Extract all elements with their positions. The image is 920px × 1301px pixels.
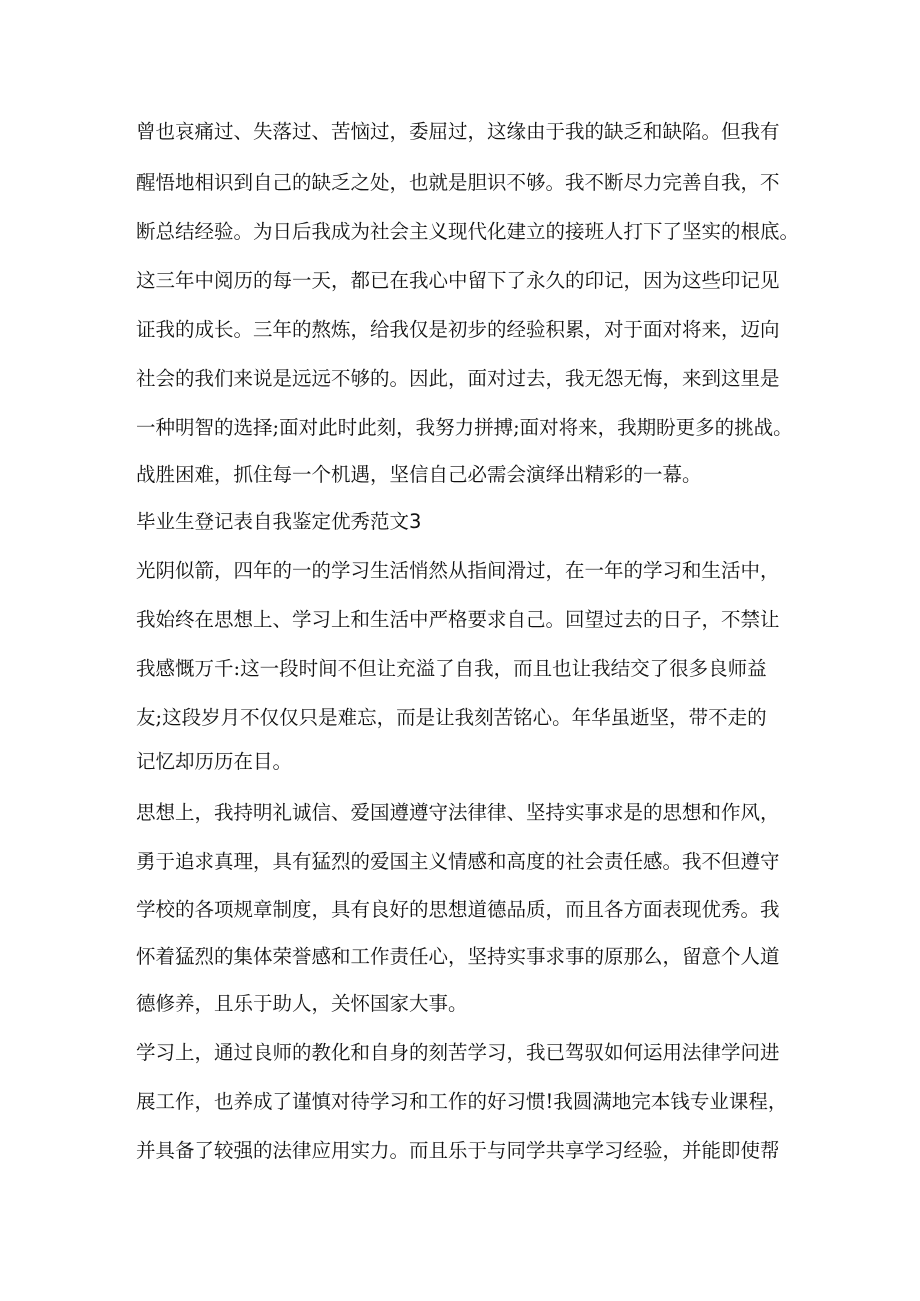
- text-line: 醒悟地相识到自己的缺乏之处，也就是胆识不够。我不断尽力完善自我，不: [136, 171, 780, 194]
- section-heading: 毕业生登记表自我鉴定优秀范文3: [136, 510, 422, 533]
- text-line: 断总结经验。为日后我成为社会主义现代化建立的接班人打下了坚实的根底。: [136, 220, 800, 243]
- text-line: 学校的各项规章制度，具有良好的思想道德品质，而且各方面表现优秀。我: [136, 898, 780, 921]
- text-line: 思想上，我持明礼诚信、爱国遵遵守法律律、坚持实事求是的思想和作风，: [136, 801, 780, 824]
- text-line: 社会的我们来说是远远不够的。因此，面对过去，我无怨无悔，来到这里是: [136, 367, 780, 390]
- text-line: 这三年中阅历的每一天，都已在我心中留下了永久的印记，因为这些印记见: [136, 269, 780, 292]
- text-line: 我感慨万千:这一段时间不但让充溢了自我，而且也让我结交了很多良师益: [136, 657, 767, 680]
- text-line: 怀着猛烈的集体荣誉感和工作责任心，坚持实事求事的原那么，留意个人道: [136, 945, 780, 968]
- text-line: 学习上，通过良师的教化和自身的刻苦学习，我已驾驭如何运用法律学问进: [136, 1041, 780, 1064]
- text-line: 友;这段岁月不仅仅只是难忘，而是让我刻苦铭心。年华虽逝坚，带不走的: [136, 706, 767, 729]
- text-line: 展工作，也养成了谨慎对待学习和工作的好习惯!我圆满地完本钱专业课程，: [136, 1090, 788, 1113]
- text-line: 曾也哀痛过、失落过、苦恼过，委屈过，这缘由于我的缺乏和缺陷。但我有: [136, 120, 780, 143]
- text-line: 并具备了较强的法律应用实力。而且乐于与同学共享学习经验，并能即使帮: [136, 1139, 780, 1162]
- text-line: 记忆却历历在目。: [136, 750, 293, 773]
- text-line: 光阴似箭，四年的一的学习生活悄然从指间滑过，在一年的学习和生活中，: [136, 559, 780, 582]
- text-line: 我始终在思想上、学习上和生活中严格要求自己。回望过去的日子，不禁让: [136, 608, 780, 631]
- text-line: 证我的成长。三年的熬炼，给我仅是初步的经验积累，对于面对将来，迈向: [136, 318, 780, 341]
- text-line: 德修养，且乐于助人，关怀国家大事。: [136, 992, 468, 1015]
- text-line: 勇于追求真理，具有猛烈的爱国主义情感和高度的社会责任感。我不但遵守: [136, 850, 780, 873]
- text-line: 一种明智的选择;面对此时此刻，我努力拼搏;面对将来，我期盼更多的挑战。: [136, 416, 793, 439]
- text-line: 战胜困难，抓住每一个机遇，坚信自己必需会演绎出精彩的一幕。: [136, 463, 702, 486]
